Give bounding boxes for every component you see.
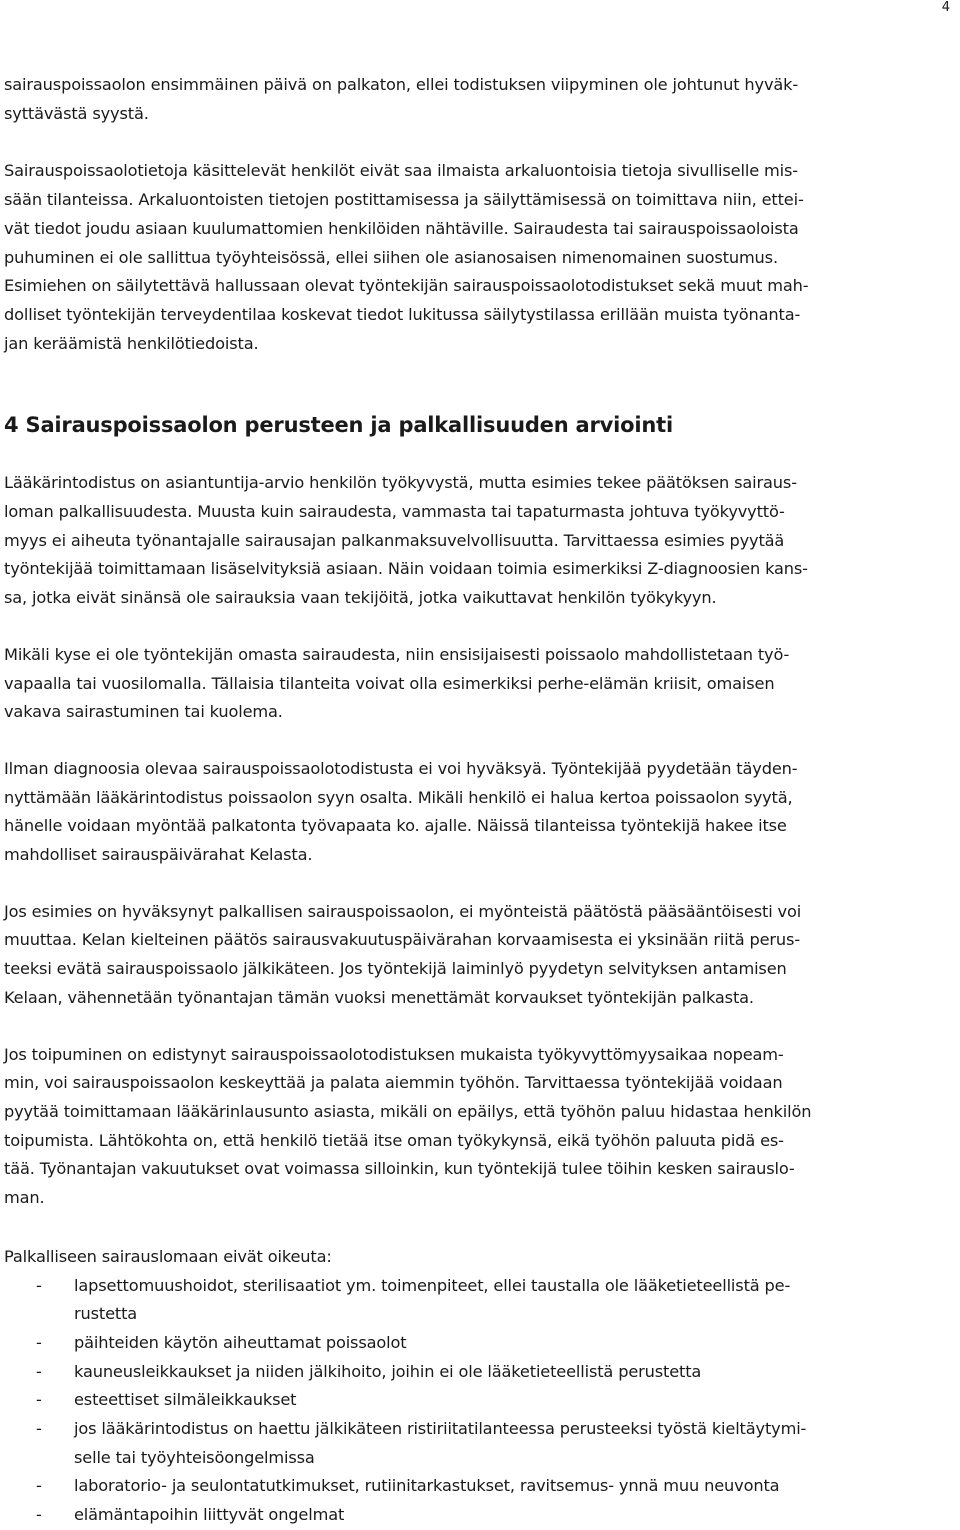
text-line: dolliset työntekijän terveydentilaa koskevat tiedot lukitussa säilytystilassa erillään muista työnanta-: [4, 304, 801, 324]
text-line: Ilman diagnoosia olevaa sairauspoissaolotodistusta ei voi hyväksyä. Työntekijää pyydetään täyden-: [4, 758, 798, 778]
dash-bullet: -: [36, 1361, 42, 1381]
section-paragraph-5: [4, 1041, 952, 1213]
text-line: jos lääkärintodistus on haettu jälkikäteen ristiriitatilanteessa perusteeksi työstä kieltäytymi-: [74, 1419, 807, 1439]
dash-bullet: -: [36, 1275, 42, 1295]
text-line: nyttämään lääkärintodistus poissaolon syyn osalta. Mikäli henkilö ei halua kertoa poissaolon syytä,: [4, 787, 793, 807]
dash-bullet: -: [36, 1390, 42, 1410]
text-line: vakava sairastuminen tai kuolema.: [4, 702, 283, 722]
text-line: kauneusleikkaukset ja niiden jälkihoito, joihin ei ole lääketieteellistä perustetta: [74, 1361, 702, 1381]
section-heading: 4 Sairauspoissaolon perusteen ja palkallisuuden arviointi: [4, 413, 673, 438]
text-line: Esimiehen on säilytettävä hallussaan olevat työntekijän sairauspoissaolotodistukset sekä muut mah-: [4, 276, 809, 296]
text-line: lapsettomuushoidot, sterilisaatiot ym. toimenpiteet, ellei taustalla ole lääketieteellistä pe-: [74, 1275, 791, 1295]
section-paragraph-3: [4, 755, 952, 870]
dash-bullet: -: [36, 1505, 42, 1525]
text-line: loman palkallisuudesta. Muusta kuin sairaudesta, vammasta tai tapaturmasta johtuva työkyvyttö-: [4, 502, 785, 522]
text-line: jan keräämistä henkilötiedoista.: [4, 333, 259, 353]
text-line: sa, jotka eivät sinänsä ole sairauksia vaan tekijöitä, jotka vaikuttavat henkilön työkykyyn.: [4, 588, 717, 608]
list-item: [4, 1472, 952, 1501]
text-line: tää. Työnantajan vakuutukset ovat voimassa silloinkin, kun työntekijä tulee töihin kesken sairauslo-: [4, 1159, 795, 1179]
text-line: syttävästä syystä.: [4, 103, 149, 123]
document-body: [4, 71, 952, 1530]
text-line: sairauspoissaolon ensimmäinen päivä on palkaton, ellei todistuksen viipyminen ole johtunut hyväk-: [4, 75, 799, 94]
page-number: 4: [941, 0, 950, 15]
text-line: teeksi evätä sairauspoissaolo jälkikäteen. Jos työntekijä laiminlyö pyydetyn selvityksen antamisen: [4, 959, 787, 979]
text-line: päihteiden käytön aiheuttamat poissaolot: [74, 1332, 407, 1352]
text-line: hänelle voidaan myöntää palkatonta työvapaata ko. ajalle. Näissä tilanteissa työntekijä hakee itse: [4, 816, 787, 836]
text-line: Jos toipuminen on edistynyt sairauspoissaolotodistuksen mukaista työkyvyttömyysaikaa nopeam-: [4, 1044, 784, 1064]
text-line: Jos esimies on hyväksynyt palkallisen sairauspoissaolon, ei myönteistä päätöstä pääsääntöisesti voi: [4, 901, 802, 921]
text-line: vät tiedot joudu asiaan kuulumattomien henkilöiden nähtäville. Sairaudesta tai sairauspoissaoloista: [4, 218, 799, 238]
text-line: toipumista. Lähtökohta on, että henkilö tietää itse oman työkykynsä, eikä työhön paluuta pidä es-: [4, 1130, 784, 1150]
section-paragraph-1: [4, 469, 952, 613]
reasons-list: [4, 1272, 952, 1530]
text-line: mahdolliset sairauspäivärahat Kelasta.: [4, 845, 313, 865]
dash-bullet: -: [36, 1419, 42, 1439]
list-item: [4, 1358, 952, 1387]
list-item: [4, 1415, 952, 1472]
text-line: selle tai työyhteisöongelmissa: [74, 1447, 315, 1467]
text-line: puhuminen ei ole sallittua työyhteisössä, ellei siihen ole asianosaisen nimenomainen suostumus.: [4, 247, 778, 267]
intro-paragraph-1: [4, 71, 952, 128]
list-item: [4, 1386, 952, 1415]
text-line: elämäntapoihin liittyvät ongelmat: [74, 1505, 345, 1525]
text-line: työntekijää toimittamaan lisäselvityksiä asiaan. Näin voidaan toimia esimerkiksi Z-diagnoosien kans-: [4, 559, 808, 579]
section-paragraph-4: [4, 898, 952, 1013]
dash-bullet: -: [36, 1476, 42, 1496]
text-line: min, voi sairauspoissaolon keskeyttää ja palata aiemmin työhön. Tarvittaessa työntekijää voidaan: [4, 1073, 783, 1093]
dash-bullet: -: [36, 1332, 42, 1352]
text-line: pyytää toimittamaan lääkärinlausunto asiasta, mikäli on epäilys, että työhön paluu hidastaa henkilön: [4, 1101, 812, 1121]
text-line: muuttaa. Kelan kielteinen päätös sairausvakuutuspäivärahan korvaamisesta ei yksinään riitä perus-: [4, 930, 801, 950]
text-line: laboratorio- ja seulontatutkimukset, rutiinitarkastukset, ravitsemus- ynnä muu neuvonta: [74, 1476, 780, 1496]
list-item: [4, 1272, 952, 1329]
text-line: rustetta: [74, 1304, 138, 1324]
intro-paragraph-2: [4, 157, 952, 358]
text-line: Mikäli kyse ei ole työntekijän omasta sairaudesta, niin ensisijaisesti poissaolo mahdollistetaan työ-: [4, 644, 790, 664]
list-intro: Palkalliseen sairauslomaan eivät oikeuta:: [4, 1246, 332, 1266]
text-line: esteettiset silmäleikkaukset: [74, 1390, 297, 1410]
list-item: [4, 1329, 952, 1358]
list-item: [4, 1501, 952, 1530]
text-line: Sairauspoissaolotietoja käsittelevät henkilöt eivät saa ilmaista arkaluontoisia tietoja sivulliselle mis-: [4, 161, 798, 181]
text-line: myys ei aiheuta työnantajalle sairausajan palkanmaksuvelvollisuutta. Tarvittaessa esimies pyytää: [4, 530, 785, 550]
section-paragraph-2: [4, 641, 952, 727]
text-line: sään tilanteissa. Arkaluontoisten tietojen postittamisessa ja säilyttämisessä on toimittava niin, ettei-: [4, 190, 804, 210]
text-line: vapaalla tai vuosilomalla. Tällaisia tilanteita voivat olla esimerkiksi perhe-elämän kriisit, omaisen: [4, 673, 775, 693]
text-line: Kelaan, vähennetään työnantajan tämän vuoksi menettämät korvaukset työntekijän palkasta.: [4, 987, 754, 1007]
text-line: Lääkärintodistus on asiantuntija-arvio henkilön työkyvystä, mutta esimies tekee päätöksen sairaus-: [4, 473, 797, 493]
text-line: man.: [4, 1188, 45, 1208]
